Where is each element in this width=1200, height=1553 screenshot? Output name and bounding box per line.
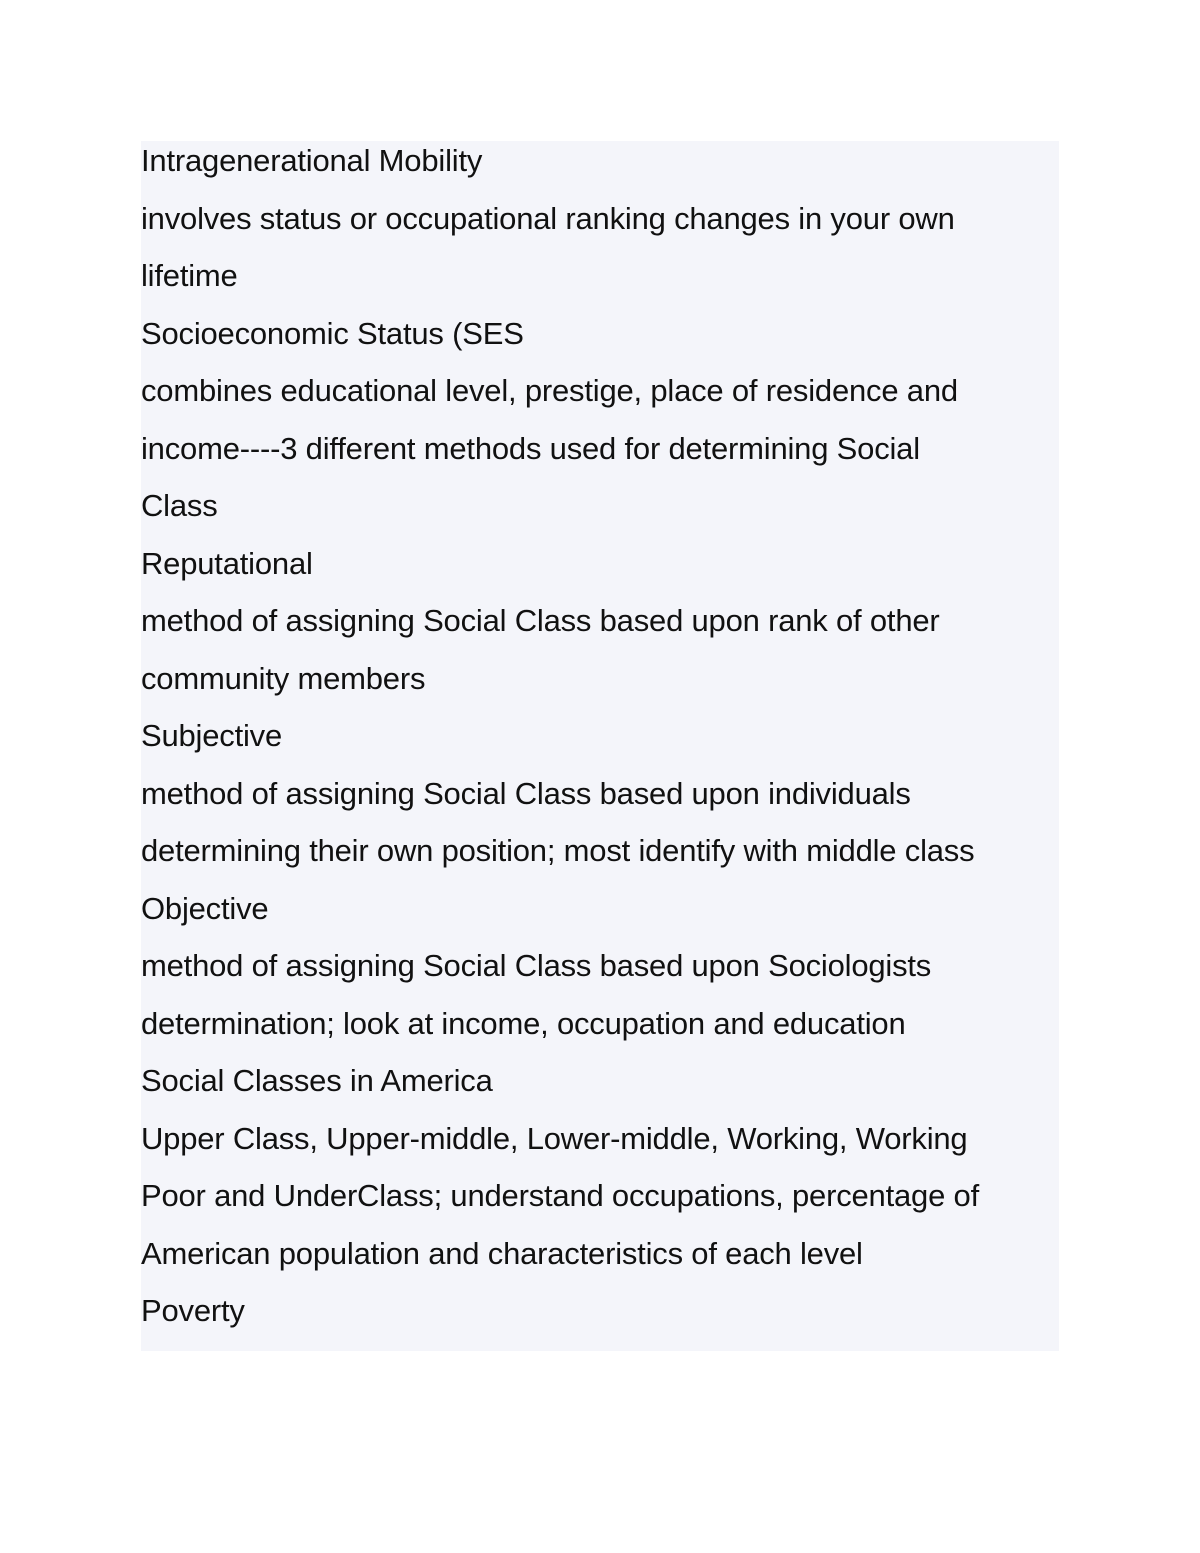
term-objective: Objective	[141, 890, 269, 926]
definition-line: determination; look at income, occupation and education	[141, 1005, 906, 1041]
definition-line: lifetime	[141, 258, 238, 293]
document-text	[141, 141, 1071, 1349]
definition-line: community members	[141, 660, 426, 696]
definition-line: method of assigning Social Class based upon individuals	[141, 775, 911, 811]
definition-line: income----3 different methods used for determining Social	[141, 430, 920, 466]
definition-line: method of assigning Social Class based upon rank of other	[141, 603, 940, 638]
term-socioeconomic-status: Socioeconomic Status (SES	[141, 315, 524, 351]
term-poverty: Poverty	[141, 1293, 245, 1328]
definition-line: Poor and UnderClass; understand occupations, percentage of	[141, 1178, 979, 1213]
definition-line: combines educational level, prestige, place of residence and	[141, 373, 958, 408]
definition-line: determining their own position; most identify with middle class	[141, 833, 975, 868]
term-intragenerational-mobility: Intragenerational Mobility	[141, 143, 483, 178]
term-reputational: Reputational	[141, 545, 313, 581]
definition-line: American population and characteristics of each level	[141, 1235, 863, 1271]
term-subjective: Subjective	[141, 718, 283, 753]
definition-line: involves status or occupational ranking changes in your own	[141, 200, 955, 236]
definition-line: Class	[141, 488, 218, 523]
definition-line: Upper Class, Upper-middle, Lower-middle, Working, Working	[141, 1120, 968, 1156]
term-social-classes-in-america: Social Classes in America	[141, 1063, 493, 1098]
definition-line: method of assigning Social Class based upon Sociologists	[141, 948, 932, 983]
